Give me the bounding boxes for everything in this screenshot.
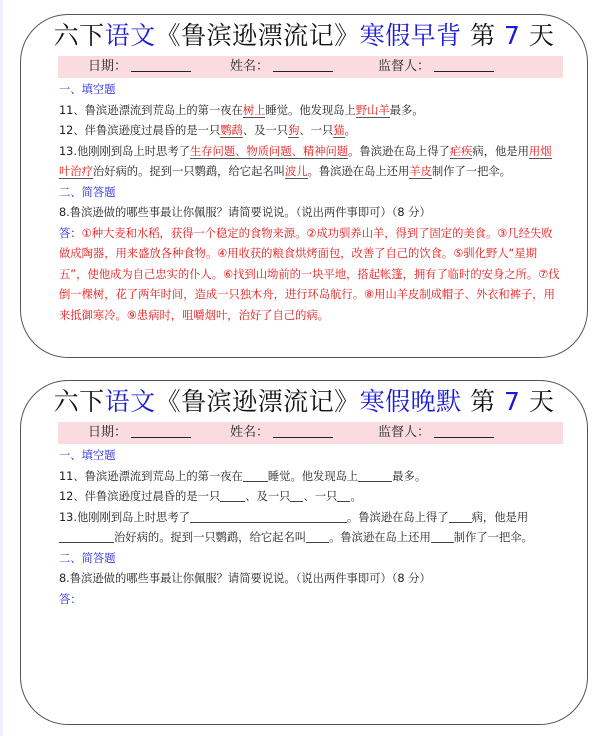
q12-text: 、一只 [299,124,334,137]
q13-blank-1[interactable] [190,509,347,523]
title-subject: 语文 [104,387,156,416]
question-13 [59,508,561,549]
info-bar [58,56,563,78]
q13-text: 制作了一把伞。 [453,531,533,544]
q11-text: 11、鲁滨逊漂流到荒岛上的第一夜在 [59,103,243,117]
supervisor-blank[interactable] [434,423,494,438]
date-blank[interactable] [131,423,191,438]
q13-text: 病，他是用 [472,144,529,158]
name-blank[interactable] [273,57,333,72]
question-12 [59,121,561,142]
q13-answer-3: 用烟叶治疗 [59,144,552,178]
question-11 [59,101,561,122]
q13-text: 13.他刚刚到岛上时思考了 [59,144,190,158]
title-day-suffix: 天 [520,21,555,50]
q12-answer-1: 鹦鹉 [220,124,243,137]
name-blank[interactable] [273,423,333,438]
answer-label: 答： [59,226,82,240]
q11-blank-2[interactable] [358,468,392,482]
supervisor-field [378,56,494,78]
q13-answer-4: 波儿 [284,165,308,178]
title-activity: 寒假早背 [359,21,462,50]
supervisor-label: 监督人： [378,425,431,440]
q12-blank-2[interactable] [290,488,303,502]
section-fill-in-heading: 一、填空题 [59,449,116,462]
q12-text: 。 [344,124,356,137]
answer-label: 答： [59,592,82,606]
section-fill-in-heading: 一、填空题 [59,83,116,96]
q11-text: 11、鲁滨逊漂流到荒岛上的第一夜在 [59,469,243,483]
q12-answer-2: 狗 [288,124,300,137]
q12-blank-1[interactable] [220,488,245,502]
question-8: 8.鲁滨逊做的哪些事最让你佩服？请简要说说。（说出两件事即可）（8 分） [59,206,431,219]
q11-text: 最多。 [392,469,427,483]
question-8: 8.鲁滨逊做的哪些事最让你佩服？请简要说说。（说出两件事即可）（8 分） [59,572,431,585]
page-edge-strip [0,0,3,736]
title-day-suffix: 天 [520,387,555,416]
q13-blank-5[interactable] [431,529,454,543]
q13-text: 。鲁滨逊在岛上还用 [329,531,431,544]
q13-text: 。鲁滨逊在岛上还用 [307,165,410,178]
card-content [59,446,561,610]
q11-blank-1[interactable] [243,468,268,482]
date-label: 日期： [88,59,128,74]
supervisor-blank[interactable] [434,57,494,72]
q11-answer-2: 野山羊 [355,103,390,117]
name-field [230,56,333,78]
name-field [230,422,333,444]
q11-answer-1: 树上 [242,103,266,117]
title-subject: 语文 [104,21,156,50]
q12-text: 、及一只 [242,124,289,137]
title-grade: 六下 [53,21,105,50]
name-label: 姓名： [230,59,270,74]
question-11 [59,467,561,488]
card-title [21,19,587,53]
q13-text: 治好病的。捉到一只鹦鹉，给它起名叫 [114,531,307,544]
title-day-number: 7 [504,387,521,416]
card-title [21,385,587,419]
supervisor-label: 监督人： [378,59,431,74]
q12-text: 、一只 [303,490,338,503]
morning-recitation-card [20,14,588,358]
q11-text: 最多。 [389,103,424,117]
q12-text: 12、伴鲁滨逊度过晨昏的是一只 [59,490,221,503]
date-field [88,422,191,444]
q12-blank-3[interactable] [337,488,350,502]
title-activity: 寒假晚默 [359,387,462,416]
q13-text: 13.他刚刚到岛上时思考了 [59,510,190,524]
q13-text: 病，他是用 [471,510,529,524]
q12-answer-3: 猫 [333,124,345,137]
section-short-answer-heading: 二、简答题 [59,551,116,565]
q13-text: 。鲁滨逊在岛上得了 [346,510,449,524]
q13-blank-3[interactable] [59,529,114,543]
title-day-prefix: 第 [461,387,505,416]
card-content [59,80,561,326]
question-8-answer [59,224,561,327]
info-bar [58,422,563,444]
name-label: 姓名： [230,425,270,440]
q13-answer-2: 疟疾 [449,144,473,158]
q12-text: 、及一只 [245,490,291,503]
answer-text: ①种大麦和水稻，获得一个稳定的食物来源。②成功驯养山羊，得到了固定的美食。③几经失败做成陶器，用来盛放各种食物。④用收获的粮食烘烤面包，改善了自己的饮食。⑤驯化野人“星期五”，使他成为自己忠实的仆人。⑥找到山坳前的一块平地，搭起帐篷，拥有了临时的安身之所。⑦伐倒一棵树，花了两年时间，造成一只独木舟，进行环岛航行。⑧用山羊皮制成帽子、外衣和裤子，用来抵御寒冷。⑨患病时，咀嚼烟叶，治好了自己的病。 [59,226,560,322]
date-field [88,56,191,78]
q13-blank-2[interactable] [449,509,472,523]
q13-answer-5: 羊皮 [409,165,432,178]
q11-text: 睡觉。他发现岛上 [265,103,356,117]
title-day-prefix: 第 [461,21,505,50]
title-grade: 六下 [53,387,105,416]
title-day-number: 7 [504,21,521,50]
title-book: 《鲁滨逊漂流记》 [155,387,360,416]
q13-text: 治好病的。捉到一只鹦鹉，给它起名叫 [92,165,285,178]
q13-answer-1: 生存问题、物质问题、精神问题 [189,144,349,158]
date-label: 日期： [88,425,128,440]
q12-text: 12、伴鲁滨逊度过晨昏的是一只 [59,124,221,137]
supervisor-field [378,422,494,444]
title-book: 《鲁滨逊漂流记》 [155,21,360,50]
q11-text: 睡觉。他发现岛上 [267,469,359,483]
q12-text: 。 [350,490,362,503]
evening-dictation-card [20,380,588,725]
question-12 [59,487,561,508]
question-13 [59,142,561,183]
q13-blank-4[interactable] [306,529,329,543]
section-short-answer-heading: 二、简答题 [59,185,116,199]
date-blank[interactable] [131,57,191,72]
q13-text: 。鲁滨逊在岛上得了 [348,144,450,158]
q13-text: 制作了一把伞。 [431,165,511,178]
